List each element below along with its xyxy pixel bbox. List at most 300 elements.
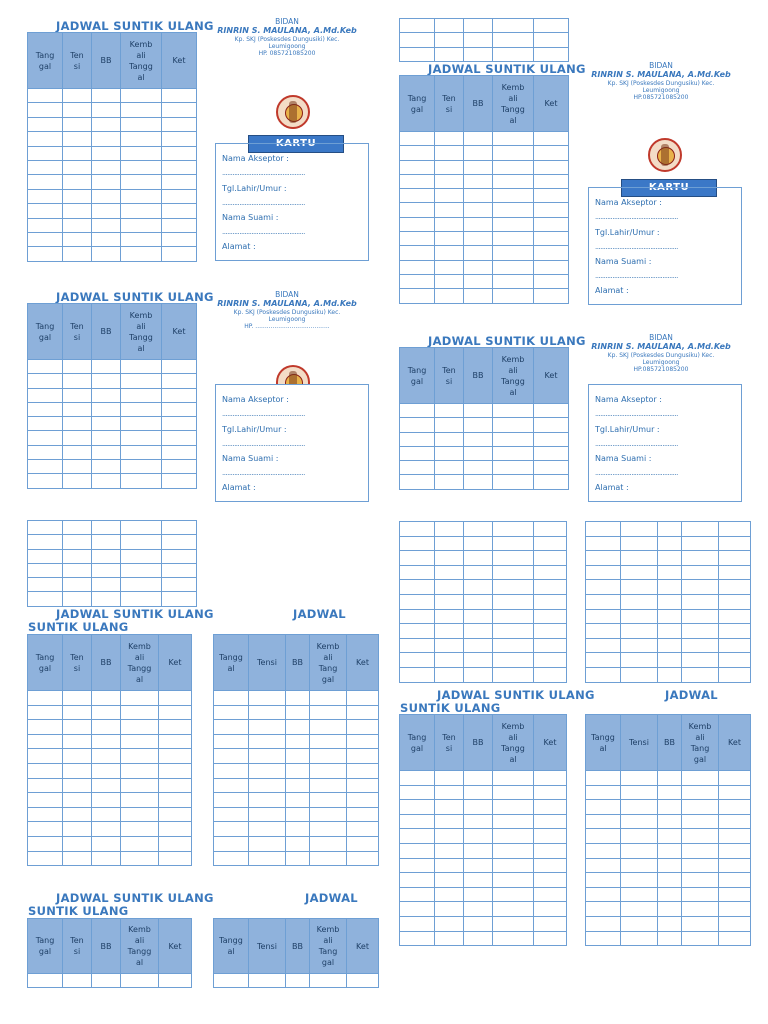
table-cell[interactable]: [28, 247, 63, 261]
table-cell[interactable]: [92, 132, 121, 146]
table-cell[interactable]: [63, 132, 92, 146]
table-cell[interactable]: [493, 580, 534, 595]
table-cell[interactable]: [586, 843, 621, 858]
table-cell[interactable]: [493, 232, 534, 246]
table-cell[interactable]: [28, 89, 63, 103]
tgl-line[interactable]: ................................................: [595, 243, 678, 251]
table-cell[interactable]: [28, 460, 63, 474]
table-cell[interactable]: [121, 549, 162, 563]
table-cell[interactable]: [400, 132, 435, 146]
table-cell[interactable]: [63, 549, 92, 563]
table-cell[interactable]: [493, 33, 534, 47]
table-cell[interactable]: [435, 814, 464, 829]
table-cell[interactable]: [493, 274, 534, 288]
table-cell[interactable]: [249, 836, 286, 851]
table-cell[interactable]: [493, 829, 534, 844]
table-cell[interactable]: [28, 778, 63, 793]
table-cell[interactable]: [493, 902, 534, 917]
table-cell[interactable]: [214, 836, 249, 851]
table-cell[interactable]: [121, 851, 159, 866]
table-cell[interactable]: [621, 551, 658, 566]
table-cell[interactable]: [162, 549, 197, 563]
table-cell[interactable]: [658, 536, 682, 551]
table-cell[interactable]: [92, 417, 121, 431]
table-cell[interactable]: [400, 814, 435, 829]
table-cell[interactable]: [162, 374, 197, 388]
table-cell[interactable]: [464, 843, 493, 858]
table-cell[interactable]: [621, 536, 658, 551]
table-cell[interactable]: [121, 232, 162, 246]
table-cell[interactable]: [63, 460, 92, 474]
table-cell[interactable]: [464, 638, 493, 653]
table-cell[interactable]: [400, 536, 435, 551]
table-cell[interactable]: [534, 667, 567, 682]
table-cell[interactable]: [621, 609, 658, 624]
table-cell[interactable]: [464, 565, 493, 580]
table-cell[interactable]: [534, 565, 567, 580]
table-cell[interactable]: [214, 851, 249, 866]
table-cell[interactable]: [586, 800, 621, 815]
table-cell[interactable]: [400, 829, 435, 844]
table-cell[interactable]: [493, 536, 534, 551]
suami-line[interactable]: ................................................: [595, 272, 678, 280]
table-cell[interactable]: [534, 536, 567, 551]
table-cell[interactable]: [28, 417, 63, 431]
table-cell[interactable]: [92, 793, 121, 808]
table-cell[interactable]: [621, 873, 658, 888]
table-cell[interactable]: [493, 246, 534, 260]
table-cell[interactable]: [534, 274, 569, 288]
table-cell[interactable]: [159, 974, 192, 988]
table-cell[interactable]: [534, 33, 569, 47]
table-cell[interactable]: [63, 103, 92, 117]
table-cell[interactable]: [28, 474, 63, 488]
table-cell[interactable]: [400, 174, 435, 188]
table-cell[interactable]: [464, 609, 493, 624]
table-cell[interactable]: [63, 117, 92, 131]
table-cell[interactable]: [621, 522, 658, 537]
table-cell[interactable]: [464, 404, 493, 418]
table-cell[interactable]: [435, 217, 464, 231]
table-cell[interactable]: [28, 160, 63, 174]
table-cell[interactable]: [534, 638, 567, 653]
table-cell[interactable]: [586, 887, 621, 902]
table-cell[interactable]: [28, 793, 63, 808]
table-cell[interactable]: [214, 691, 249, 706]
table-cell[interactable]: [28, 974, 63, 988]
table-cell[interactable]: [310, 763, 347, 778]
table-cell[interactable]: [214, 763, 249, 778]
table-cell[interactable]: [63, 974, 92, 988]
table-cell[interactable]: [400, 843, 435, 858]
table-cell[interactable]: [92, 822, 121, 837]
table-cell[interactable]: [28, 720, 63, 735]
table-cell[interactable]: [400, 916, 435, 931]
table-cell[interactable]: [400, 404, 435, 418]
table-cell[interactable]: [347, 851, 379, 866]
table-cell[interactable]: [493, 446, 534, 460]
table-cell[interactable]: [621, 565, 658, 580]
table-cell[interactable]: [92, 705, 121, 720]
table-cell[interactable]: [63, 763, 92, 778]
table-cell[interactable]: [121, 705, 159, 720]
table-cell[interactable]: [435, 551, 464, 566]
table-cell[interactable]: [92, 578, 121, 592]
table-cell[interactable]: [28, 705, 63, 720]
table-cell[interactable]: [63, 89, 92, 103]
table-cell[interactable]: [658, 931, 682, 946]
table-cell[interactable]: [493, 132, 534, 146]
table-cell[interactable]: [435, 843, 464, 858]
table-cell[interactable]: [92, 374, 121, 388]
table-cell[interactable]: [658, 580, 682, 595]
table-cell[interactable]: [493, 289, 534, 303]
table-cell[interactable]: [658, 785, 682, 800]
table-cell[interactable]: [28, 374, 63, 388]
table-cell[interactable]: [586, 522, 621, 537]
table-cell[interactable]: [92, 763, 121, 778]
table-cell[interactable]: [586, 858, 621, 873]
table-cell[interactable]: [400, 446, 435, 460]
table-cell[interactable]: [92, 189, 121, 203]
table-cell[interactable]: [493, 146, 534, 160]
table-cell[interactable]: [435, 858, 464, 873]
table-cell[interactable]: [435, 771, 464, 786]
table-cell[interactable]: [162, 460, 197, 474]
table-cell[interactable]: [493, 203, 534, 217]
suami-line[interactable]: ................................................: [222, 228, 305, 236]
table-cell[interactable]: [162, 445, 197, 459]
table-cell[interactable]: [493, 594, 534, 609]
table-cell[interactable]: [621, 653, 658, 668]
table-cell[interactable]: [534, 800, 567, 815]
table-cell[interactable]: [162, 402, 197, 416]
table-cell[interactable]: [493, 771, 534, 786]
table-cell[interactable]: [682, 624, 719, 639]
table-cell[interactable]: [63, 146, 92, 160]
table-cell[interactable]: [400, 785, 435, 800]
table-cell[interactable]: [92, 474, 121, 488]
table-cell[interactable]: [400, 771, 435, 786]
table-cell[interactable]: [435, 232, 464, 246]
table-cell[interactable]: [586, 551, 621, 566]
table-cell[interactable]: [92, 521, 121, 535]
table-cell[interactable]: [28, 388, 63, 402]
table-cell[interactable]: [658, 771, 682, 786]
table-cell[interactable]: [92, 247, 121, 261]
table-cell[interactable]: [493, 217, 534, 231]
table-cell[interactable]: [682, 916, 719, 931]
table-cell[interactable]: [682, 667, 719, 682]
table-cell[interactable]: [719, 653, 751, 668]
table-cell[interactable]: [719, 771, 751, 786]
table-cell[interactable]: [28, 431, 63, 445]
table-cell[interactable]: [159, 691, 192, 706]
table-cell[interactable]: [435, 785, 464, 800]
table-cell[interactable]: [658, 609, 682, 624]
table-cell[interactable]: [586, 829, 621, 844]
table-cell[interactable]: [162, 189, 197, 203]
table-cell[interactable]: [249, 793, 286, 808]
table-cell[interactable]: [347, 763, 379, 778]
table-cell[interactable]: [682, 653, 719, 668]
table-cell[interactable]: [586, 667, 621, 682]
table-cell[interactable]: [28, 851, 63, 866]
table-cell[interactable]: [159, 763, 192, 778]
akseptor-line[interactable]: ................................................: [222, 410, 305, 418]
table-cell[interactable]: [621, 843, 658, 858]
table-cell[interactable]: [435, 246, 464, 260]
table-cell[interactable]: [682, 785, 719, 800]
table-cell[interactable]: [464, 232, 493, 246]
table-cell[interactable]: [63, 778, 92, 793]
table-cell[interactable]: [435, 800, 464, 815]
table-cell[interactable]: [682, 902, 719, 917]
table-cell[interactable]: [435, 624, 464, 639]
table-cell[interactable]: [347, 778, 379, 793]
table-cell[interactable]: [310, 705, 347, 720]
table-cell[interactable]: [435, 475, 464, 489]
table-cell[interactable]: [682, 843, 719, 858]
table-cell[interactable]: [435, 146, 464, 160]
table-cell[interactable]: [28, 103, 63, 117]
table-cell[interactable]: [214, 822, 249, 837]
table-cell[interactable]: [249, 778, 286, 793]
table-cell[interactable]: [63, 431, 92, 445]
table-cell[interactable]: [400, 146, 435, 160]
table-cell[interactable]: [92, 460, 121, 474]
table-cell[interactable]: [435, 638, 464, 653]
table-cell[interactable]: [586, 536, 621, 551]
table-cell[interactable]: [400, 667, 435, 682]
table-cell[interactable]: [400, 638, 435, 653]
table-cell[interactable]: [310, 734, 347, 749]
table-cell[interactable]: [464, 580, 493, 595]
table-cell[interactable]: [63, 388, 92, 402]
table-cell[interactable]: [586, 916, 621, 931]
table-cell[interactable]: [534, 887, 567, 902]
table-cell[interactable]: [493, 522, 534, 537]
table-cell[interactable]: [92, 974, 121, 988]
table-cell[interactable]: [435, 160, 464, 174]
table-cell[interactable]: [719, 594, 751, 609]
table-cell[interactable]: [159, 836, 192, 851]
table-cell[interactable]: [464, 446, 493, 460]
table-cell[interactable]: [493, 916, 534, 931]
table-cell[interactable]: [159, 734, 192, 749]
table-cell[interactable]: [162, 218, 197, 232]
table-cell[interactable]: [586, 594, 621, 609]
table-cell[interactable]: [92, 720, 121, 735]
table-cell[interactable]: [534, 146, 569, 160]
table-cell[interactable]: [400, 475, 435, 489]
table-cell[interactable]: [92, 160, 121, 174]
table-cell[interactable]: [534, 418, 569, 432]
table-cell[interactable]: [63, 807, 92, 822]
table-cell[interactable]: [464, 931, 493, 946]
table-cell[interactable]: [121, 204, 162, 218]
table-cell[interactable]: [347, 836, 379, 851]
table-cell[interactable]: [464, 873, 493, 888]
table-cell[interactable]: [586, 624, 621, 639]
table-cell[interactable]: [92, 204, 121, 218]
table-cell[interactable]: [63, 734, 92, 749]
table-cell[interactable]: [162, 160, 197, 174]
table-cell[interactable]: [159, 749, 192, 764]
table-cell[interactable]: [534, 246, 569, 260]
table-cell[interactable]: [534, 814, 567, 829]
table-cell[interactable]: [121, 535, 162, 549]
table-cell[interactable]: [92, 734, 121, 749]
table-cell[interactable]: [286, 691, 310, 706]
table-cell[interactable]: [534, 475, 569, 489]
table-cell[interactable]: [621, 667, 658, 682]
table-cell[interactable]: [400, 887, 435, 902]
table-cell[interactable]: [121, 175, 162, 189]
table-cell[interactable]: [682, 551, 719, 566]
table-cell[interactable]: [121, 103, 162, 117]
table-cell[interactable]: [286, 836, 310, 851]
table-cell[interactable]: [534, 232, 569, 246]
table-cell[interactable]: [28, 445, 63, 459]
table-cell[interactable]: [464, 174, 493, 188]
table-cell[interactable]: [286, 763, 310, 778]
table-cell[interactable]: [92, 851, 121, 866]
table-cell[interactable]: [534, 174, 569, 188]
table-cell[interactable]: [534, 785, 567, 800]
table-cell[interactable]: [28, 189, 63, 203]
table-cell[interactable]: [464, 33, 493, 47]
table-cell[interactable]: [534, 873, 567, 888]
table-cell[interactable]: [249, 720, 286, 735]
akseptor-line[interactable]: ................................................: [222, 169, 305, 177]
table-cell[interactable]: [719, 536, 751, 551]
table-cell[interactable]: [682, 522, 719, 537]
table-cell[interactable]: [586, 771, 621, 786]
table-cell[interactable]: [534, 858, 567, 873]
table-cell[interactable]: [400, 418, 435, 432]
table-cell[interactable]: [464, 260, 493, 274]
table-cell[interactable]: [534, 609, 567, 624]
table-cell[interactable]: [400, 551, 435, 566]
table-cell[interactable]: [347, 705, 379, 720]
table-cell[interactable]: [249, 691, 286, 706]
tgl-line[interactable]: ................................................: [222, 440, 305, 448]
table-cell[interactable]: [493, 189, 534, 203]
table-cell[interactable]: [658, 843, 682, 858]
table-cell[interactable]: [28, 232, 63, 246]
table-cell[interactable]: [28, 402, 63, 416]
table-cell[interactable]: [586, 565, 621, 580]
table-cell[interactable]: [719, 829, 751, 844]
table-cell[interactable]: [464, 203, 493, 217]
suami-line[interactable]: ................................................: [595, 469, 678, 477]
table-cell[interactable]: [92, 117, 121, 131]
table-cell[interactable]: [121, 474, 162, 488]
table-cell[interactable]: [400, 653, 435, 668]
table-cell[interactable]: [493, 638, 534, 653]
table-cell[interactable]: [347, 822, 379, 837]
table-cell[interactable]: [92, 691, 121, 706]
table-cell[interactable]: [121, 89, 162, 103]
table-cell[interactable]: [464, 432, 493, 446]
table-cell[interactable]: [493, 19, 534, 33]
table-cell[interactable]: [435, 931, 464, 946]
table-cell[interactable]: [682, 638, 719, 653]
table-cell[interactable]: [92, 388, 121, 402]
table-cell[interactable]: [534, 522, 567, 537]
table-cell[interactable]: [92, 218, 121, 232]
table-cell[interactable]: [435, 260, 464, 274]
table-cell[interactable]: [435, 461, 464, 475]
table-cell[interactable]: [464, 19, 493, 33]
table-cell[interactable]: [121, 720, 159, 735]
table-cell[interactable]: [162, 474, 197, 488]
table-cell[interactable]: [534, 594, 567, 609]
table-cell[interactable]: [493, 858, 534, 873]
table-cell[interactable]: [493, 418, 534, 432]
table-cell[interactable]: [493, 475, 534, 489]
table-cell[interactable]: [92, 146, 121, 160]
table-cell[interactable]: [435, 289, 464, 303]
table-cell[interactable]: [534, 653, 567, 668]
table-cell[interactable]: [63, 204, 92, 218]
table-cell[interactable]: [493, 624, 534, 639]
table-cell[interactable]: [493, 814, 534, 829]
table-cell[interactable]: [621, 887, 658, 902]
table-cell[interactable]: [534, 432, 569, 446]
table-cell[interactable]: [464, 785, 493, 800]
table-cell[interactable]: [121, 734, 159, 749]
table-cell[interactable]: [464, 771, 493, 786]
table-cell[interactable]: [621, 594, 658, 609]
table-cell[interactable]: [493, 800, 534, 815]
table-cell[interactable]: [493, 174, 534, 188]
table-cell[interactable]: [92, 431, 121, 445]
table-cell[interactable]: [249, 763, 286, 778]
table-cell[interactable]: [28, 822, 63, 837]
table-cell[interactable]: [400, 858, 435, 873]
table-cell[interactable]: [658, 565, 682, 580]
table-cell[interactable]: [621, 624, 658, 639]
table-cell[interactable]: [286, 705, 310, 720]
table-cell[interactable]: [435, 580, 464, 595]
table-cell[interactable]: [121, 563, 162, 577]
table-cell[interactable]: [435, 418, 464, 432]
table-cell[interactable]: [63, 402, 92, 416]
table-cell[interactable]: [435, 189, 464, 203]
table-cell[interactable]: [347, 691, 379, 706]
table-cell[interactable]: [464, 829, 493, 844]
table-cell[interactable]: [400, 873, 435, 888]
table-cell[interactable]: [28, 218, 63, 232]
table-cell[interactable]: [286, 793, 310, 808]
table-cell[interactable]: [621, 785, 658, 800]
table-cell[interactable]: [534, 189, 569, 203]
table-cell[interactable]: [162, 117, 197, 131]
table-cell[interactable]: [286, 974, 310, 988]
akseptor-line[interactable]: ................................................: [595, 213, 678, 221]
table-cell[interactable]: [534, 580, 567, 595]
table-cell[interactable]: [493, 843, 534, 858]
table-cell[interactable]: [682, 609, 719, 624]
table-cell[interactable]: [464, 522, 493, 537]
table-cell[interactable]: [159, 720, 192, 735]
table-cell[interactable]: [121, 836, 159, 851]
table-cell[interactable]: [586, 873, 621, 888]
table-cell[interactable]: [310, 720, 347, 735]
table-cell[interactable]: [28, 763, 63, 778]
